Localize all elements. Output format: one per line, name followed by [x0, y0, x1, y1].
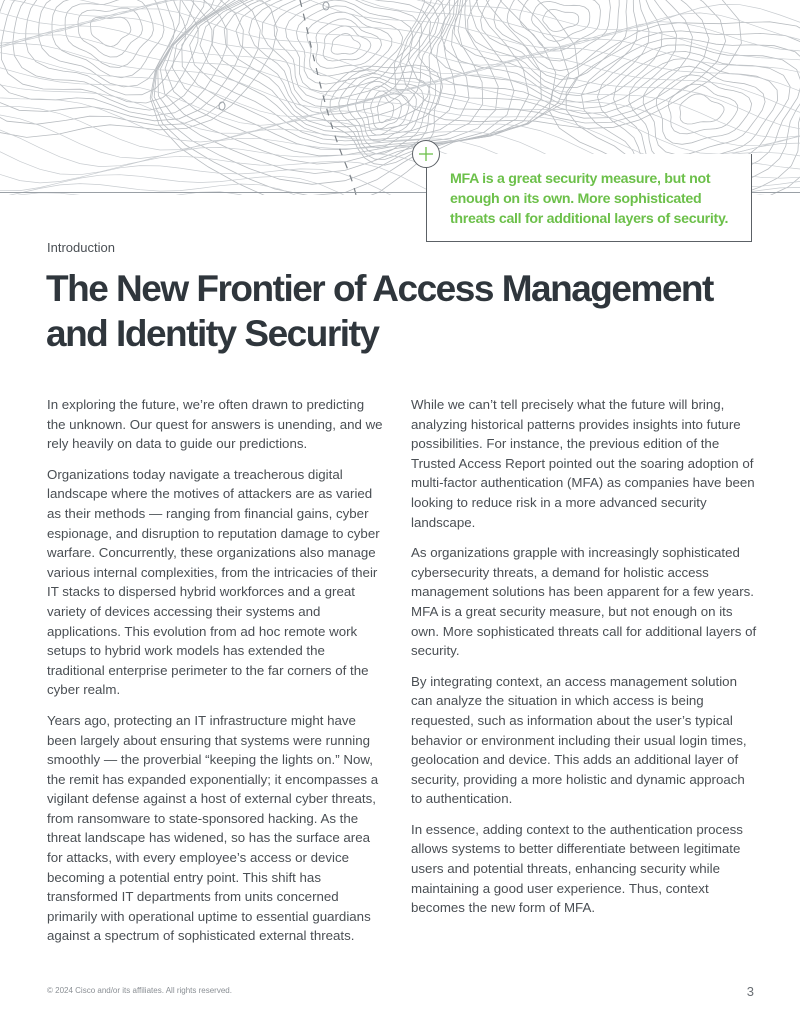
paragraph: While we can’t tell precisely what the future will bring, analyzing historical patterns provides insights into future possibilities. For instance, the previous edition of the Trusted Access Report pointed out the soaring adoption of multi-factor authentication (MFA) as companies have been looking to reduce risk in a more advanced security landscape. — [411, 397, 755, 530]
pull-quote-text: MFA is a great security measure, but not enough on its own. More sophisticated threats call for additional layers of security. — [450, 171, 729, 227]
copyright-notice: © 2024 Cisco and/or its affiliates. All rights reserved. — [47, 986, 232, 995]
pull-quote-callout — [426, 154, 752, 242]
paragraph: As organizations grapple with increasingly sophisticated cybersecurity threats, a demand for holistic access management solutions has been apparent for a few years. MFA is a great security measure, but not enough on its own. More sophisticated threats call for additional layers of security. — [411, 545, 757, 659]
section-label: Introduction — [47, 240, 115, 255]
paragraph: Organizations today navigate a treacherous digital landscape where the motives of attackers are as varied as their methods — ranging from financial gains, cyber espionage, and disruption to reputation damage to cyber warfare. Concurrently, these organizations also manage various internal complexities, from the intricacies of their IT stacks to dispersed hybrid workforces and a great variety of devices accessing their systems and applications. This evolution from ad hoc remote work setups to hybrid work models has extended the traditional enterprise perimeter to the far corners of the cyber realm. — [47, 466, 380, 698]
paragraph: In exploring the future, we’re often drawn to predicting the unknown. Our quest for answers is unending, and we rely heavily on data to guide our predictions. — [47, 397, 383, 452]
paragraph: Years ago, protecting an IT infrastructure might have been largely about ensuring that systems were running smoothly — the proverbial “keeping the lights on.” Now, the remit has expanded exponentially; it encompasses a vigilant defense against a host of external cyber threats, from ransomware to state-sponsored hacking. As the threat landscape has widened, so has the surface area for attacks, with every employee’s access or device becoming a potential entry point. This shift has transformed IT departments from units concerned primarily with operational uptime to essential guardians against a spectrum of sophisticated external threats. — [47, 712, 379, 944]
paragraph: By integrating context, an access management solution can analyze the situation in which access is being requested, such as information about the user’s typical behavior or environment including their usual login times, geolocation and device. This adds an additional layer of security, providing a more holistic and dynamic approach to authentication. — [411, 673, 747, 807]
body-column-left — [47, 395, 385, 957]
page-title: The New Frontier of Access Management and Identity Security — [46, 268, 713, 354]
body-column-right — [411, 395, 759, 929]
paragraph: In essence, adding context to the authentication process allows systems to better differentiate between legitimate users and potential threats, enhancing security while maintaining a good user experience. Thus, context becomes the new form of MFA. — [411, 821, 743, 916]
plus-circle-icon — [412, 140, 440, 168]
page-number: 3 — [746, 984, 754, 999]
